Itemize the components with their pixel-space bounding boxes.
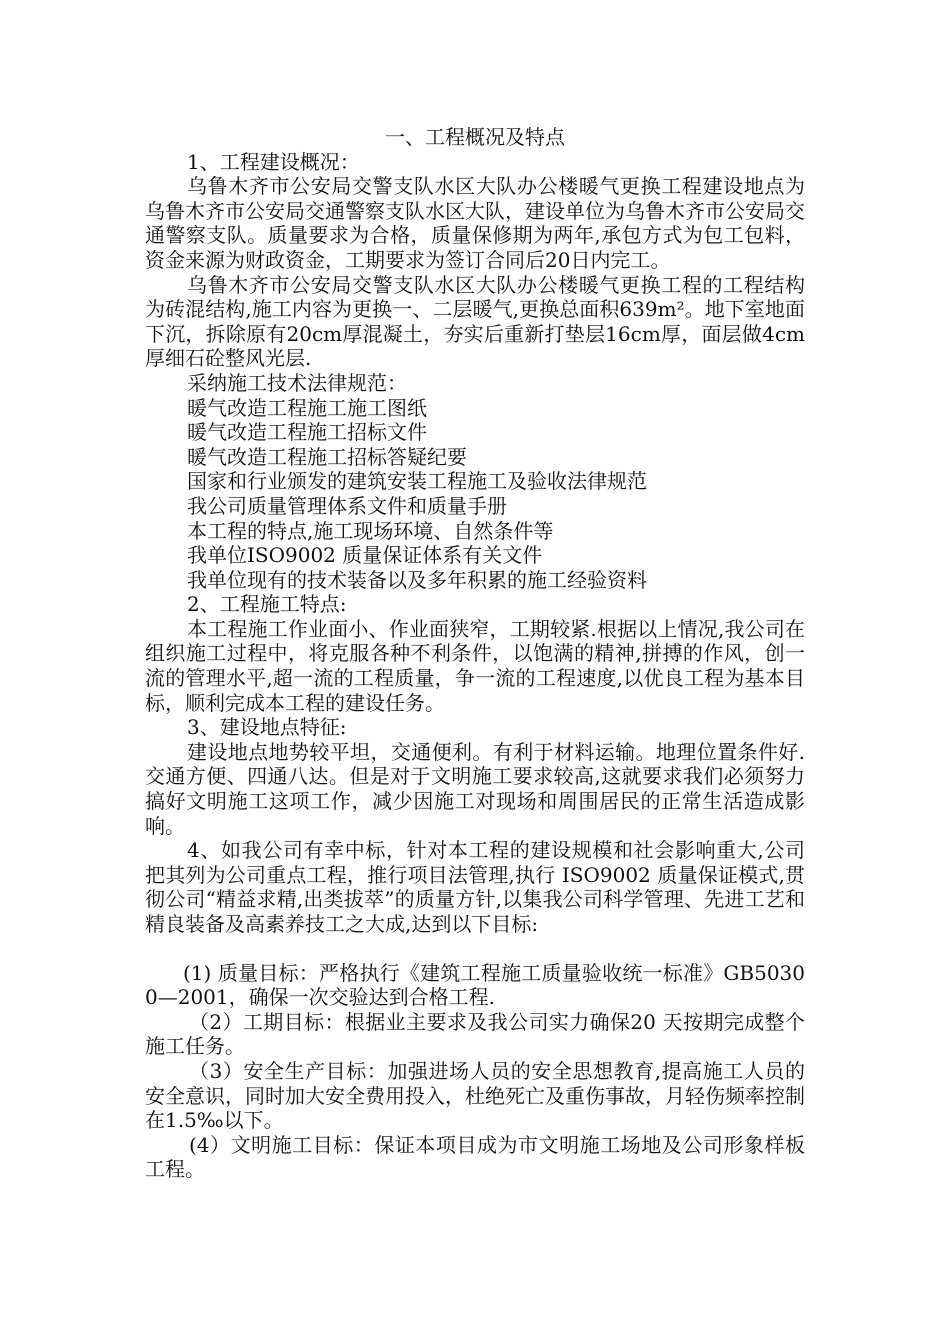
heading-site-features: 3、建设地点特征: bbox=[187, 715, 347, 740]
goal-schedule: （2）工期目标：根据业主要求及我公司实力确保20 天按期完成整个施工任务。 bbox=[145, 1009, 805, 1059]
norm-item: 我单位现有的技术装备以及多年积累的施工经验资料 bbox=[187, 567, 647, 592]
paragraph-site-features: 建设地点地势较平坦，交通便利。有利于材料运输。地理位置条件好.交通方便、四通八达。但是对于文明施工要求较高,这就要求我们必须努力搞好文明施工这项工作，减少因施工对现场和周围居民的正常生活造成影响。 bbox=[145, 739, 805, 838]
norm-item: 暖气改造工程施工招标文件 bbox=[187, 420, 427, 445]
norm-item: 本工程的特点,施工现场环境、自然条件等 bbox=[187, 518, 554, 543]
norm-item: 暖气改造工程施工招标答疑纪要 bbox=[187, 444, 467, 469]
document-body bbox=[145, 125, 805, 1182]
heading-technical-norms: 采纳施工技术法律规范： bbox=[187, 370, 407, 395]
goal-civilized-construction: (4）文明施工目标：保证本项目成为市文明施工场地及公司形象样板工程。 bbox=[145, 1132, 805, 1182]
paragraph-project-structure: 乌鲁木齐市公安局交警支队水区大队办公楼暖气更换工程的工程结构为砖混结构,施工内容为更换一、二层暖气,更换总面积639m²。地下室地面下沉，拆除原有20cm厚混凝土，夯实后重新打垫层16cm厚，面层做4cm厚细石砼整风光层. bbox=[145, 272, 805, 371]
heading-construction-features: 2、工程施工特点: bbox=[187, 592, 347, 617]
norm-item: 暖气改造工程施工施工图纸 bbox=[187, 395, 427, 420]
section-title: 一、工程概况及特点 bbox=[385, 125, 565, 149]
norm-item: 我单位ISO9002 质量保证体系有关文件 bbox=[187, 543, 543, 568]
paragraph-project-location: 乌鲁木齐市公安局交警支队水区大队办公楼暖气更换工程建设地点为乌鲁木齐市公安局交通警察支队水区大队，建设单位为乌鲁木齐市公安局交通警察支队。质量要求为合格，质量保修期为两年,承包方式为包工包料，资金来源为财政资金，工期要求为签订合同后20日内完工。 bbox=[145, 174, 805, 272]
goal-quality: (1) 质量目标：严格执行《建筑工程施工质量验收统一标准》GB50300—2001，确保一次交验达到合格工程. bbox=[145, 960, 805, 1010]
blank-line bbox=[145, 937, 805, 961]
norm-item: 我公司质量管理体系文件和质量手册 bbox=[187, 493, 507, 518]
norm-item: 国家和行业颁发的建筑安装工程施工及验收法律规范 bbox=[187, 469, 647, 494]
heading-construction-overview: 1、工程建设概况： bbox=[187, 149, 360, 174]
paragraph-bid-goals: 4、如我公司有幸中标，针对本工程的建设规模和社会影响重大,公司把其列为公司重点工程，推行项目法管理,执行 ISO9002 质量保证模式,贯彻公司“精益求精,出类拔萃”的质量方针,以集我公司科学管理、先进工艺和精良装备及高素养技工之大成,达到以下目标: bbox=[145, 838, 805, 936]
paragraph-construction-features: 本工程施工作业面小、作业面狭窄，工期较紧.根据以上情况,我公司在组织施工过程中，将克服各种不利条件，以饱满的精神,拼搏的作风，创一流的管理水平,超一流的工程质量，争一流的工程速度,以优良工程为基本目标，顺利完成本工程的建设任务。 bbox=[145, 616, 805, 715]
goal-safety: （3）安全生产目标：加强进场人员的安全思想教育,提高施工人员的安全意识，同时加大安全费用投入，杜绝死亡及重伤事故，月轻伤频率控制在1.5‰以下。 bbox=[145, 1058, 805, 1133]
